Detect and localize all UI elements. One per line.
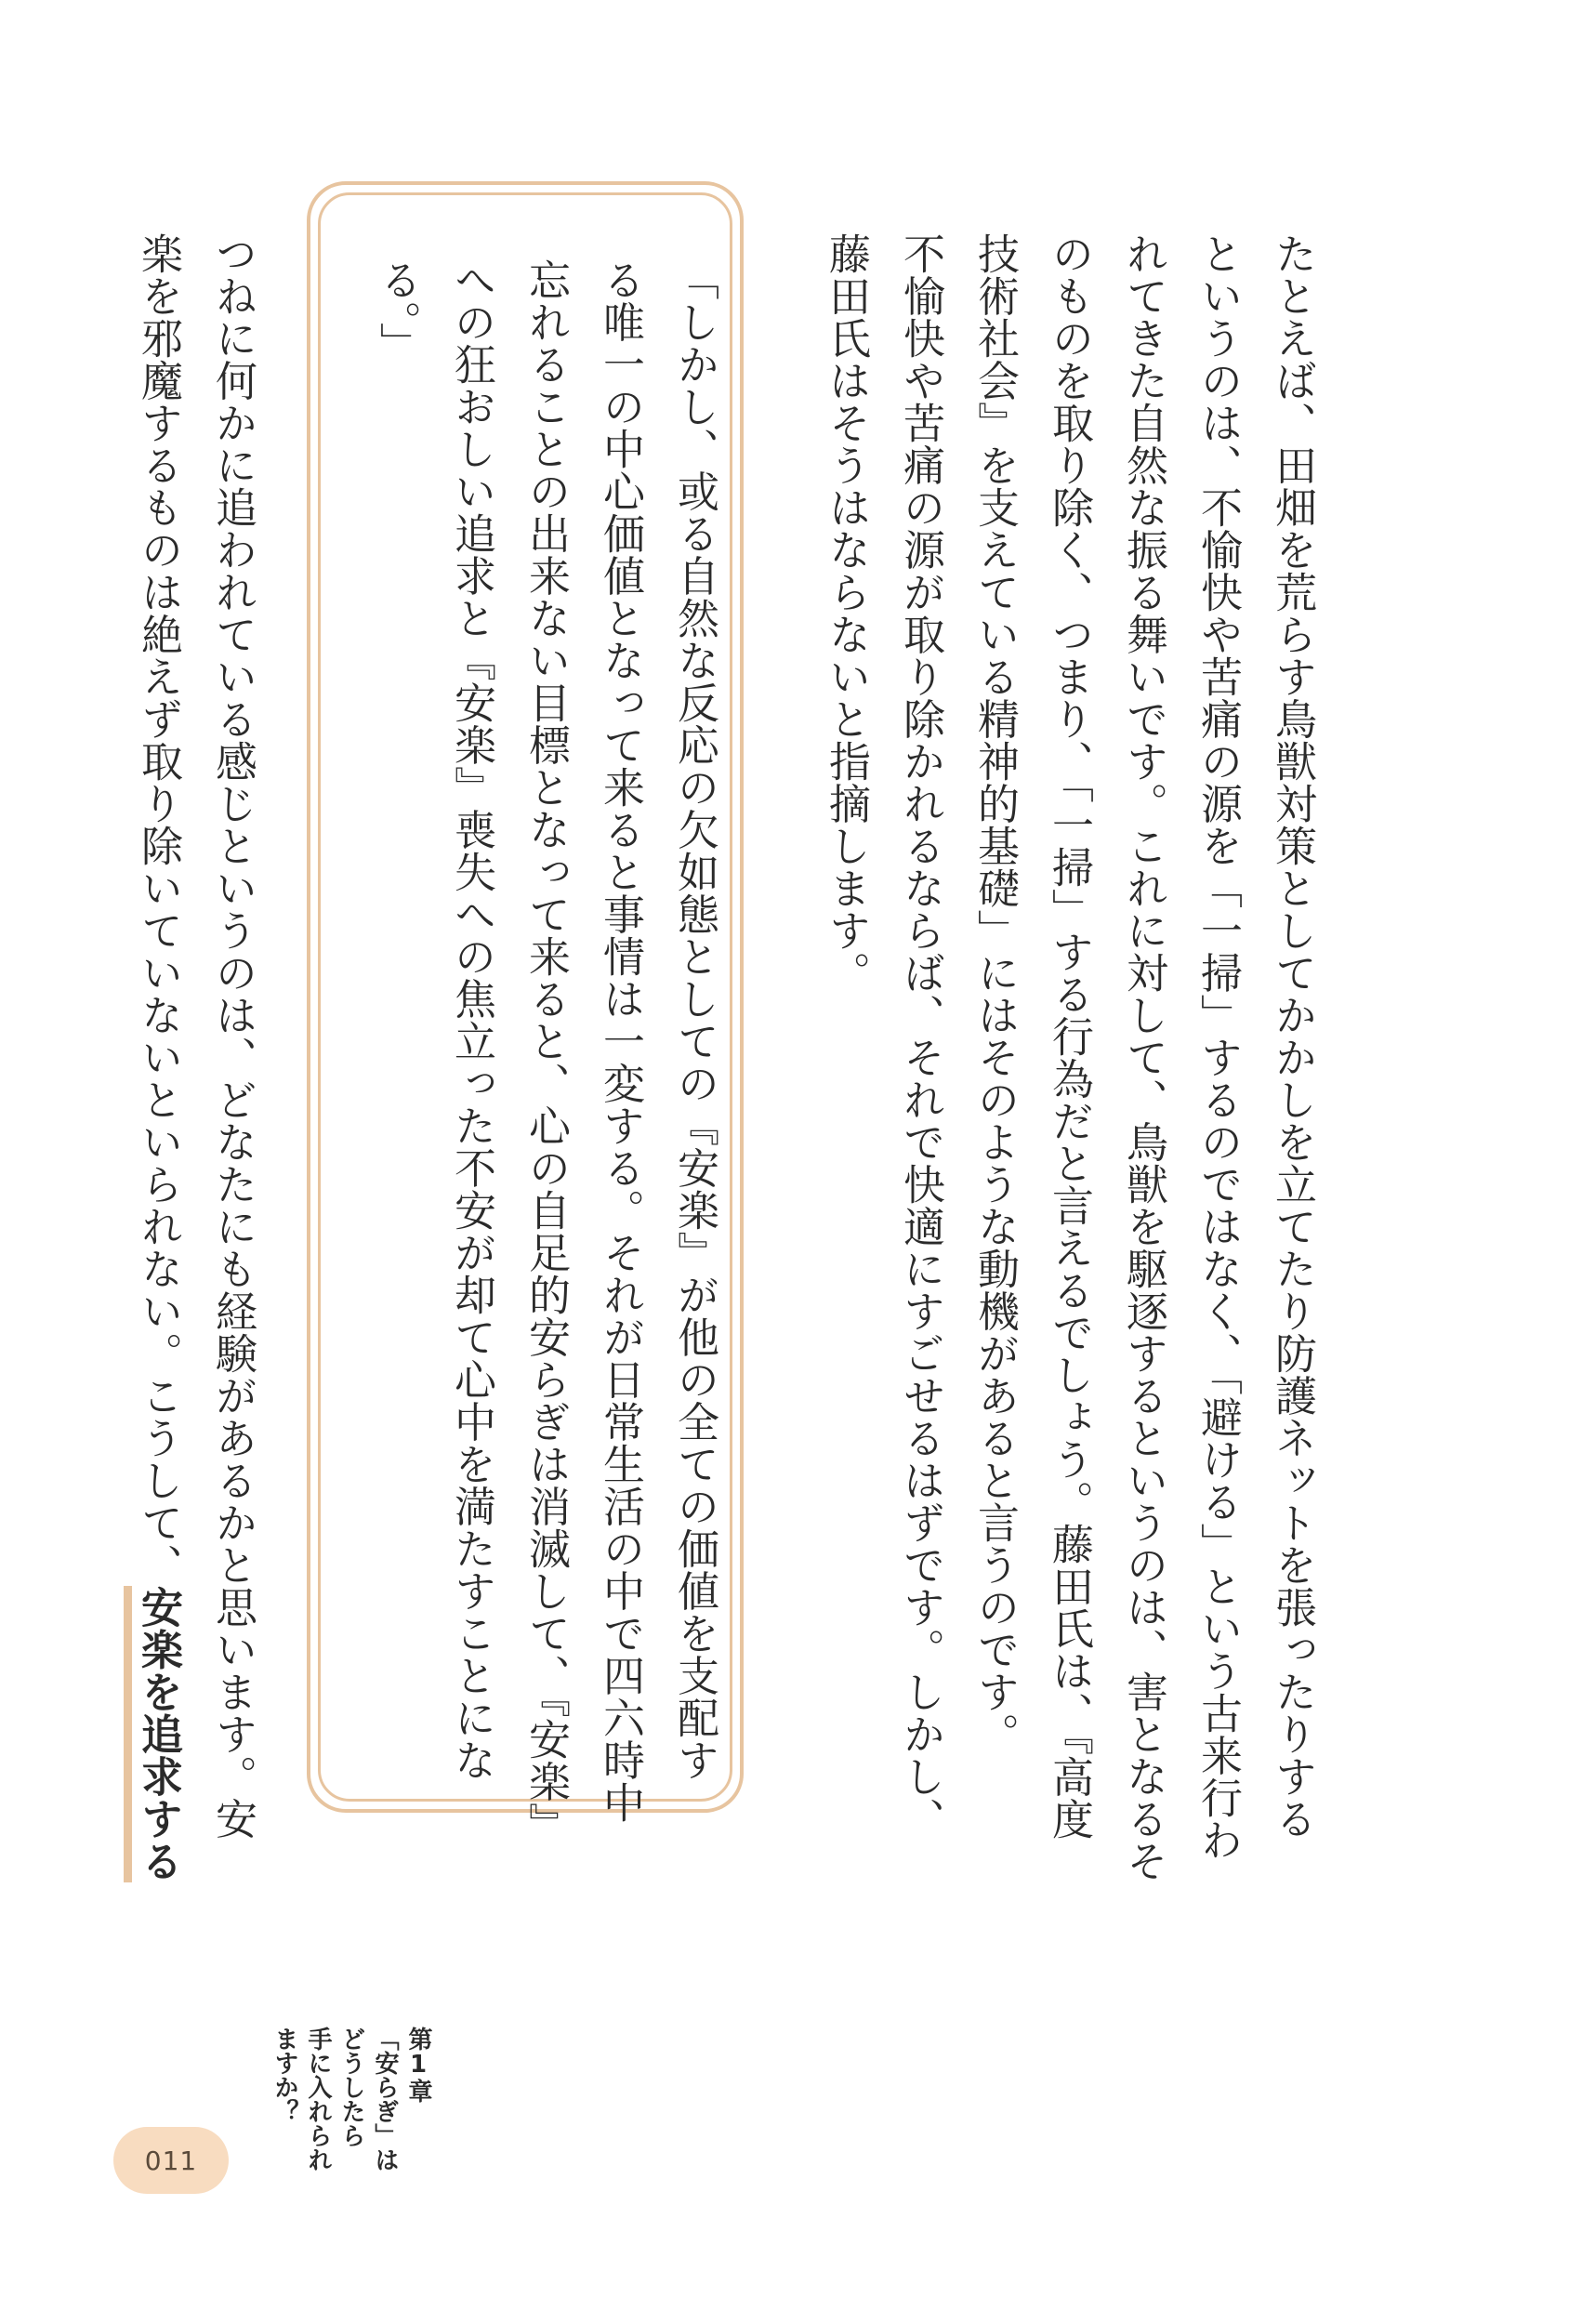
main-text-column: のものを取り除く、つまり、「一掃」する行為だと言えるでしょう。藤田氏は、『高度	[1045, 232, 1094, 1841]
closing-column-2	[121, 232, 195, 1882]
chapter-title-line: 「安らぎ」は	[371, 2027, 399, 2172]
quote-column: への狂おしい追求と『安楽』喪失への焦立った不安が却て心中を満たすことにな	[447, 258, 496, 1781]
closing-column: つねに何かに追われている感じというのは、どなたにも経験があるかと思います。安	[208, 232, 257, 1840]
chapter-title-line: 手に入れられ	[304, 2027, 332, 2172]
page-number-badge	[113, 2127, 229, 2194]
chapter-title-line: どうしたら	[337, 2027, 365, 2147]
chapter-label: 第1章	[404, 2027, 432, 2103]
main-text-column: れてきた自然な振る舞いです。これに対して、鳥獣を駆逐するというのは、害となるそ	[1119, 232, 1168, 1882]
page-number: 011	[144, 2145, 198, 2176]
main-text-block	[809, 232, 1329, 1882]
main-text-column: というのは、不愉快や苦痛の源を「一掃」するのではなく、「避ける」という古来行わ	[1193, 232, 1243, 1861]
main-text-column: 技術社会』を支えている精神的基礎」にはそのような動機があると言うのです。	[970, 232, 1020, 1755]
main-text-column: 不愉快や苦痛の源が取り除かれるならば、それで快適にすごせるはずです。しかし、	[896, 232, 945, 1840]
quote-column: る。」	[373, 258, 422, 364]
closing-text-plain: 楽を邪魔するものは絶えず取り除いていないといられない。こうして、	[134, 232, 183, 1586]
quote-text-block	[360, 258, 732, 1845]
quote-column: 「しかし、或る自然な反応の欠如態としての『安楽』が他の全ての価値を支配す	[670, 258, 719, 1781]
main-text-column: たとえば、田畑を荒らす鳥獣対策としてかかしを立てたり防護ネットを張ったりする	[1268, 232, 1317, 1840]
chapter-running-title	[268, 2027, 435, 2172]
chapter-title-line: ますか？	[270, 2027, 298, 2123]
emphasis-heading: 安楽を追求する	[124, 1586, 183, 1882]
closing-text-block	[112, 232, 270, 1882]
quote-column: る唯一の中心価値となって来ると事情は一変する。それが日常生活の中で四六時中	[596, 258, 645, 1824]
main-text-column: 藤田氏はそうはならないと指摘します。	[822, 232, 871, 994]
quote-column: 忘れることの出来ない目標となって来ると、心の自足的安らぎは消滅して、『安楽』	[521, 258, 571, 1845]
